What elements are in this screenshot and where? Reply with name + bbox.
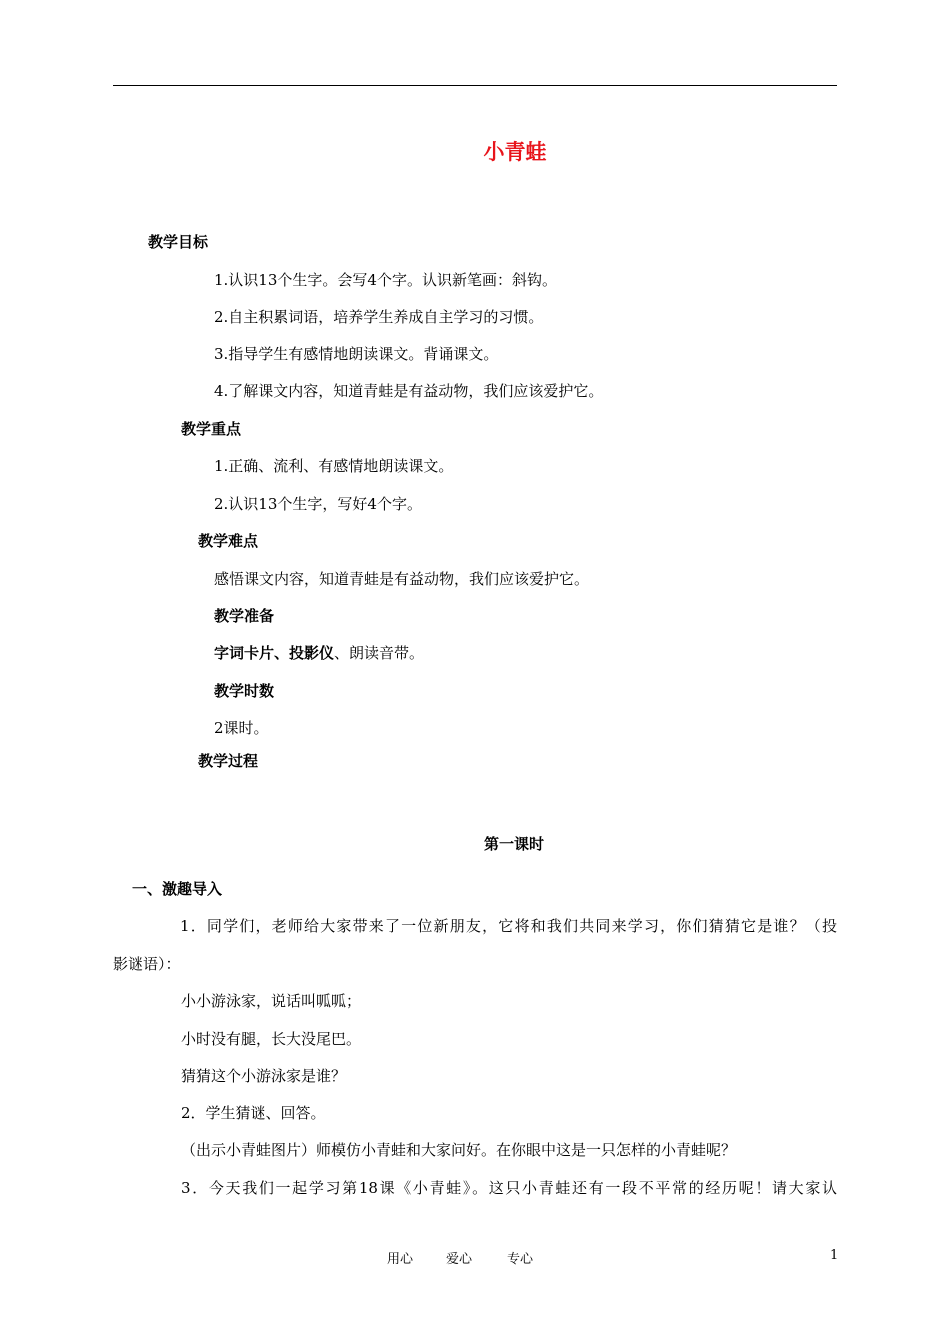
hours-heading: 教学时数 bbox=[214, 682, 275, 700]
goals-heading: 教学目标 bbox=[148, 233, 209, 251]
goal-item-4: 4.了解课文内容，知道青蛙是有益动物，我们应该爱护它。 bbox=[214, 382, 604, 400]
section-1-paragraph-1-line-2: 影谜语）： bbox=[113, 955, 181, 973]
key-point-item-1: 1.正确、流利、有感情地朗读课文。 bbox=[214, 457, 454, 475]
section-1-paragraph-3: （出示小青蛙图片）师模仿小青蛙和大家问好。在你眼中这是一只怎样的小青蛙呢？ bbox=[181, 1141, 737, 1159]
preparation-text bbox=[214, 643, 424, 663]
preparation-rest: 、朗读音带。 bbox=[334, 644, 425, 662]
lesson-heading: 第一课时 bbox=[484, 835, 545, 853]
key-point-item-2: 2.认识13个生字，写好4个字。 bbox=[214, 495, 422, 513]
goal-item-3: 3.指导学生有感情地朗读课文。背诵课文。 bbox=[214, 345, 499, 363]
section-1-paragraph-1-line-1: 1．同学们，老师给大家带来了一位新朋友，它将和我们共同来学习，你们猜猜它是谁？（投 bbox=[180, 917, 837, 935]
footer-motto-1: 用心 bbox=[387, 1252, 414, 1267]
difficulty-heading: 教学难点 bbox=[198, 532, 259, 550]
section-1-paragraph-2: 2．学生猜谜、回答。 bbox=[181, 1104, 326, 1122]
preparation-heading: 教学准备 bbox=[214, 607, 275, 625]
hours-text: 2课时。 bbox=[214, 719, 269, 737]
preparation-bold: 字词卡片、投影仪 bbox=[214, 644, 335, 662]
section-1-paragraph-4: 3．今天我们一起学习第18课《小青蛙》。这只小青蛙还有一段不平常的经历呢！请大家认 bbox=[181, 1179, 837, 1197]
document-title: 小青蛙 bbox=[483, 139, 547, 164]
page-number: 1 bbox=[830, 1248, 839, 1263]
difficulty-text: 感悟课文内容，知道青蛙是有益动物，我们应该爱护它。 bbox=[214, 570, 590, 588]
riddle-line-1: 小小游泳家，说话叫呱呱； bbox=[181, 992, 362, 1010]
footer-motto-3: 专心 bbox=[507, 1252, 534, 1267]
goal-item-2: 2.自主积累词语，培养学生养成自主学习的习惯。 bbox=[214, 308, 544, 326]
section-1-heading: 一、激趣导入 bbox=[132, 880, 223, 898]
footer-motto-2: 爱心 bbox=[446, 1252, 473, 1267]
key-points-heading: 教学重点 bbox=[181, 420, 242, 438]
riddle-line-3: 猜猜这个小游泳家是谁？ bbox=[181, 1067, 347, 1085]
process-heading: 教学过程 bbox=[198, 752, 259, 770]
goal-item-1: 1.认识13个生字。会写4个字。认识新笔画：斜钩。 bbox=[214, 271, 557, 289]
riddle-line-2: 小时没有腿，长大没尾巴。 bbox=[181, 1030, 362, 1048]
header-rule bbox=[113, 85, 837, 86]
